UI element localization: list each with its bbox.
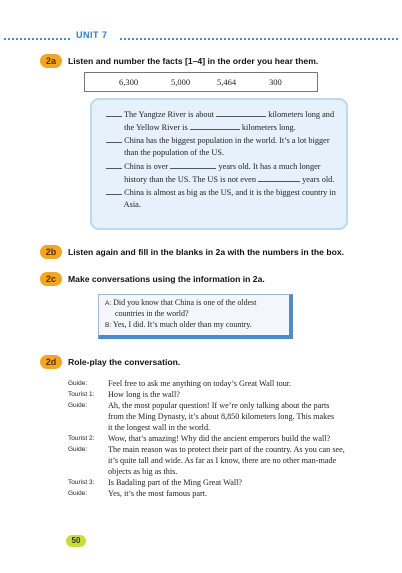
dialogue-line: Yes, it’s the most famous part. bbox=[108, 489, 208, 498]
speaker-label: A: bbox=[105, 300, 112, 307]
dialogue-line: How long is the wall? bbox=[108, 390, 180, 399]
number-item: 5,000 bbox=[171, 77, 191, 87]
header-dots-left bbox=[4, 38, 70, 40]
header-dots-right bbox=[120, 38, 398, 40]
unit-label: UNIT 7 bbox=[76, 30, 108, 40]
dialogue-line: it’s quite tall and wide. As far as I know, there are no other man-made bbox=[108, 456, 337, 465]
dialogue-line: from the Ming Dynasty, it’s about 8,850 kilometers long. This makes bbox=[108, 412, 335, 421]
answer-blank[interactable] bbox=[170, 160, 216, 169]
section-badge-2c: 2c bbox=[40, 272, 62, 286]
dialogue-line: Ah, the most popular question! If we’re only talking about the parts bbox=[108, 401, 330, 410]
dialogue-line: Feel free to ask me anything on today’s Great Wall tour. bbox=[108, 379, 292, 388]
fact-item: China is almost as big as the US, and it is the biggest country in Asia. bbox=[106, 186, 336, 211]
page-number: 50 bbox=[66, 535, 86, 547]
speaker-label: Guide: bbox=[68, 490, 88, 497]
section-heading-2c: Make conversations using the information in 2a. bbox=[68, 274, 265, 284]
facts-box bbox=[90, 98, 348, 230]
section-heading-2a: Listen and number the facts [1–4] in the order you hear them. bbox=[68, 56, 319, 66]
number-blank[interactable] bbox=[106, 160, 122, 169]
fact-item: The Yangtze River is about kilometers long and the Yellow River is kilometers long. bbox=[106, 108, 336, 134]
dialogue-line: it the longest wall in the world. bbox=[108, 423, 211, 432]
speaker-label: Guide: bbox=[68, 402, 88, 409]
answer-blank[interactable] bbox=[216, 108, 266, 117]
conversation-line: countries in the world? bbox=[115, 309, 189, 318]
answer-blank[interactable] bbox=[258, 173, 300, 182]
conversation-line: A: Did you know that China is one of the oldest bbox=[105, 298, 257, 307]
number-box bbox=[84, 72, 318, 92]
conversation-box bbox=[98, 294, 293, 339]
dialogue-line: objects as big as this. bbox=[108, 467, 178, 476]
speaker-label: B: bbox=[105, 322, 112, 329]
number-item: 5,464 bbox=[217, 77, 237, 87]
section-heading-2d: Role-play the conversation. bbox=[68, 357, 181, 367]
number-item: 6,300 bbox=[119, 77, 139, 87]
speaker-label: Tourist 2: bbox=[68, 435, 95, 442]
answer-blank[interactable] bbox=[190, 121, 240, 130]
speaker-label: Guide: bbox=[68, 380, 88, 387]
section-badge-2a: 2a bbox=[40, 54, 62, 68]
dialogue-line: The main reason was to protect their part of the country. As you can see, bbox=[108, 445, 345, 454]
section-badge-2b: 2b bbox=[40, 245, 62, 259]
section-badge-2d: 2d bbox=[40, 355, 62, 369]
fact-item: China is over years old. It has a much longer history than the US. The US is not even years old. bbox=[106, 160, 336, 186]
number-blank[interactable] bbox=[106, 186, 122, 195]
number-item: 300 bbox=[269, 77, 282, 87]
dialogue-line: Is Badaling part of the Ming Great Wall? bbox=[108, 478, 243, 487]
conversation-line: B: Yes, I did. It’s much older than my country. bbox=[105, 320, 252, 329]
speaker-label: Guide: bbox=[68, 446, 88, 453]
number-blank[interactable] bbox=[106, 134, 122, 143]
fact-item: China has the biggest population in the world. It’s a lot bigger than the population of the US. bbox=[106, 134, 336, 159]
dialogue-line: Wow, that’s amazing! Why did the ancient emperors build the wall? bbox=[108, 434, 331, 443]
section-heading-2b: Listen again and fill in the blanks in 2a with the numbers in the box. bbox=[68, 247, 344, 257]
speaker-label: Tourist 1: bbox=[68, 391, 95, 398]
speaker-label: Tourist 3: bbox=[68, 479, 95, 486]
number-blank[interactable] bbox=[106, 108, 122, 117]
